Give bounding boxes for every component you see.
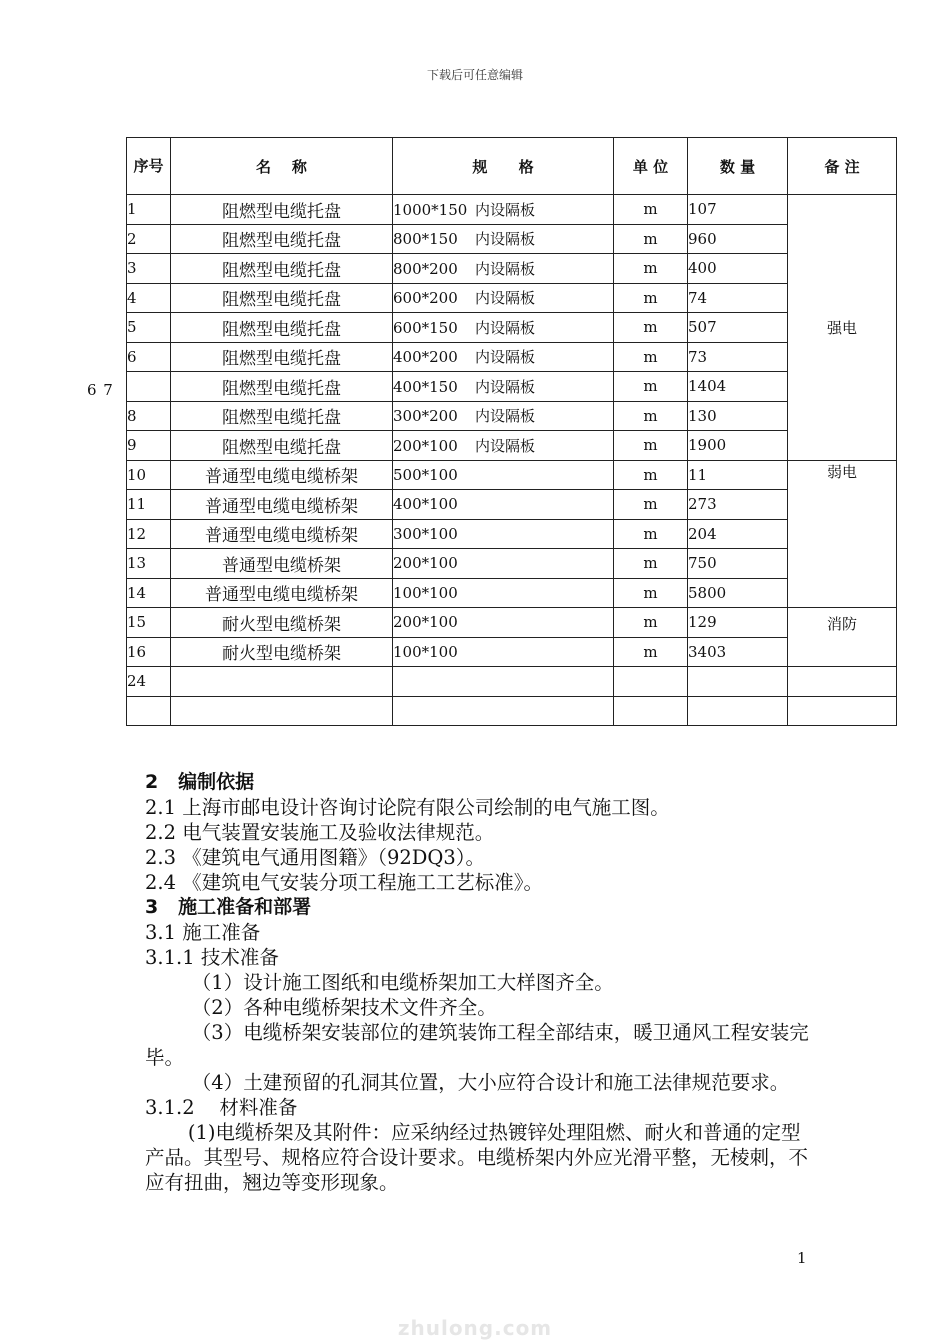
cell-spec [393, 460, 614, 490]
cell-spec [393, 637, 614, 667]
para-2: （2）各种电缆桥架技术文件齐全。 [191, 996, 497, 1019]
spec-size: 200*100 [393, 613, 458, 632]
cell-no: 14 [127, 578, 171, 608]
cell-qty: 273 [688, 490, 788, 520]
table-row [127, 195, 897, 225]
cell-remark-weak: 弱电 [788, 460, 897, 608]
cell-qty: 1404 [688, 372, 788, 402]
cell-spec [393, 578, 614, 608]
cell-remark [788, 696, 897, 726]
cell-no: 13 [127, 549, 171, 579]
spec-size: 300*100 [393, 524, 458, 543]
cell-no: 1 [127, 195, 171, 225]
cell-no: 15 [127, 608, 171, 638]
spec-note: 内设隔板 [475, 318, 536, 337]
header-spec: 规 格 [393, 138, 614, 195]
item-3-1: 3.1 施工准备 [145, 921, 261, 944]
spec-size: 1000*150 [393, 200, 468, 219]
spec-note: 内设隔板 [475, 377, 536, 396]
header-unit: 单 位 [614, 138, 688, 195]
table-row [127, 254, 897, 284]
header-no: 序号 [127, 138, 171, 195]
cell-unit: m [614, 549, 688, 579]
cell-unit: m [614, 195, 688, 225]
spec-size: 600*200 [393, 289, 458, 308]
cell-unit: m [614, 490, 688, 520]
spec-note: 内设隔板 [475, 230, 536, 249]
material-table [126, 137, 897, 726]
spec-size: 200*100 [393, 436, 458, 455]
spec-size: 400*150 [393, 377, 458, 396]
cell-name: 阻燃型电缆托盘 [171, 283, 393, 313]
item-2-1: 2.1 上海市邮电设计咨询讨论院有限公司绘制的电气施工图。 [145, 796, 670, 819]
cell-qty: 1900 [688, 431, 788, 461]
cell-qty: 11 [688, 460, 788, 490]
cell-unit: m [614, 608, 688, 638]
table-row [127, 696, 897, 726]
spec-size: 100*100 [393, 642, 458, 661]
para-3: （3）电缆桥架安装部位的建筑装饰工程全部结束，暖卫通风工程安装完毕。 [145, 1021, 809, 1069]
cell-name: 阻燃型电缆托盘 [171, 254, 393, 284]
table-row [127, 549, 897, 579]
cell-name: 阻燃型电缆托盘 [171, 195, 393, 225]
cell-spec [393, 224, 614, 254]
spec-note: 内设隔板 [475, 200, 536, 219]
cell-no [127, 372, 171, 402]
cell-name [171, 667, 393, 697]
cell-spec [393, 608, 614, 638]
page-number: 1 [797, 1249, 807, 1267]
cell-unit: m [614, 224, 688, 254]
cell-unit [614, 667, 688, 697]
cell-qty: 5800 [688, 578, 788, 608]
cell-no [127, 696, 171, 726]
spec-note: 内设隔板 [475, 259, 536, 278]
table-row [127, 460, 897, 490]
cell-qty: 400 [688, 254, 788, 284]
table-row [127, 372, 897, 402]
cell-unit [614, 696, 688, 726]
cell-spec [393, 696, 614, 726]
spec-size: 400*100 [393, 495, 458, 514]
header-qty: 数 量 [688, 138, 788, 195]
cell-qty: 3403 [688, 637, 788, 667]
cell-spec [393, 401, 614, 431]
para-1: （1）设计施工图纸和电缆桥架加工大样图齐全。 [191, 971, 614, 994]
cell-no: 11 [127, 490, 171, 520]
cell-name: 普通型电缆电缆桥架 [171, 519, 393, 549]
cell-unit: m [614, 637, 688, 667]
header-remark: 备 注 [788, 138, 897, 195]
cell-remark-strong: 强电 [788, 195, 897, 461]
table-row [127, 431, 897, 461]
margin-note: 6 7 [87, 381, 114, 399]
cell-name [171, 696, 393, 726]
spec-size: 800*150 [393, 230, 458, 249]
table-row [127, 224, 897, 254]
header-name: 名 称 [171, 138, 393, 195]
cell-name: 耐火型电缆桥架 [171, 608, 393, 638]
section-2-title: 2 编制依据 [145, 771, 255, 793]
page-header: 下载后可任意编辑 [426, 68, 523, 82]
spec-size: 300*200 [393, 407, 458, 426]
cell-qty: 129 [688, 608, 788, 638]
cell-spec [393, 519, 614, 549]
cell-spec [393, 549, 614, 579]
cell-qty: 507 [688, 313, 788, 343]
cell-no: 3 [127, 254, 171, 284]
cell-name: 普通型电缆电缆桥架 [171, 578, 393, 608]
spec-size: 800*200 [393, 259, 458, 278]
item-3-1-2: 3.1.2 材料准备 [145, 1096, 298, 1119]
table-row [127, 608, 897, 638]
cell-unit: m [614, 401, 688, 431]
spec-note: 内设隔板 [475, 436, 536, 455]
spec-size: 500*100 [393, 465, 458, 484]
cell-spec [393, 254, 614, 284]
table-row [127, 578, 897, 608]
para-5: (1)电缆桥架及其附件：应采纳经过热镀锌处理阻燃、耐火和普通的定型产品。其型号、规格应符合设计要求。电缆桥架内外应光滑平整，无棱刺，不应有扭曲，翘边等变形现象。 [145, 1121, 809, 1194]
cell-qty: 107 [688, 195, 788, 225]
cell-spec [393, 195, 614, 225]
spec-note: 内设隔板 [475, 289, 536, 308]
cell-no: 6 [127, 342, 171, 372]
cell-spec [393, 313, 614, 343]
spec-size: 200*100 [393, 554, 458, 573]
spec-size: 100*100 [393, 583, 458, 602]
section-3-title: 3 施工准备和部署 [145, 896, 312, 918]
cell-qty: 73 [688, 342, 788, 372]
cell-name: 普通型电缆桥架 [171, 549, 393, 579]
table-row [127, 313, 897, 343]
cell-spec [393, 372, 614, 402]
cell-remark [788, 667, 897, 697]
cell-name: 耐火型电缆桥架 [171, 637, 393, 667]
cell-spec [393, 431, 614, 461]
cell-unit: m [614, 519, 688, 549]
cell-name: 阻燃型电缆托盘 [171, 372, 393, 402]
cell-unit: m [614, 254, 688, 284]
cell-no: 9 [127, 431, 171, 461]
cell-qty: 130 [688, 401, 788, 431]
cell-unit: m [614, 578, 688, 608]
cell-remark-fire: 消防 [788, 608, 897, 667]
cell-no: 12 [127, 519, 171, 549]
table-row [127, 283, 897, 313]
cell-name: 阻燃型电缆托盘 [171, 431, 393, 461]
item-3-1-1: 3.1.1 技术准备 [145, 946, 279, 969]
table-row [127, 519, 897, 549]
spec-note: 内设隔板 [475, 407, 536, 426]
cell-unit: m [614, 313, 688, 343]
cell-name: 普通型电缆电缆桥架 [171, 490, 393, 520]
cell-no: 5 [127, 313, 171, 343]
cell-name: 阻燃型电缆托盘 [171, 401, 393, 431]
cell-name: 阻燃型电缆托盘 [171, 313, 393, 343]
cell-no: 8 [127, 401, 171, 431]
para-4: （4）土建预留的孔洞其位置，大小应符合设计和施工法律规范要求。 [191, 1071, 790, 1094]
cell-qty: 74 [688, 283, 788, 313]
table-row [127, 490, 897, 520]
spec-note: 内设隔板 [475, 348, 536, 367]
cell-no: 24 [127, 667, 171, 697]
cell-unit: m [614, 372, 688, 402]
cell-name: 阻燃型电缆托盘 [171, 342, 393, 372]
cell-qty: 960 [688, 224, 788, 254]
watermark: zhulong.com [397, 1316, 553, 1340]
cell-no: 10 [127, 460, 171, 490]
cell-unit: m [614, 431, 688, 461]
spec-size: 600*150 [393, 318, 458, 337]
body-text [145, 770, 810, 1195]
cell-qty: 204 [688, 519, 788, 549]
cell-unit: m [614, 342, 688, 372]
table-header-row [127, 138, 897, 195]
table-row [127, 637, 897, 667]
cell-spec [393, 283, 614, 313]
cell-qty [688, 667, 788, 697]
cell-qty [688, 696, 788, 726]
cell-unit: m [614, 460, 688, 490]
item-2-2: 2.2 电气装置安装施工及验收法律规范。 [145, 821, 495, 844]
item-2-4: 2.4 《建筑电气安装分项工程施工工艺标准》。 [145, 871, 543, 894]
spec-size: 400*200 [393, 348, 458, 367]
cell-name: 阻燃型电缆托盘 [171, 224, 393, 254]
table-row [127, 401, 897, 431]
cell-spec [393, 342, 614, 372]
cell-name: 普通型电缆电缆桥架 [171, 460, 393, 490]
cell-no: 4 [127, 283, 171, 313]
cell-spec [393, 490, 614, 520]
cell-no: 16 [127, 637, 171, 667]
table-row [127, 667, 897, 697]
cell-spec [393, 667, 614, 697]
item-2-3: 2.3 《建筑电气通用图籍》（92DQ3）。 [145, 846, 486, 869]
cell-unit: m [614, 283, 688, 313]
table-row [127, 342, 897, 372]
cell-no: 2 [127, 224, 171, 254]
cell-qty: 750 [688, 549, 788, 579]
